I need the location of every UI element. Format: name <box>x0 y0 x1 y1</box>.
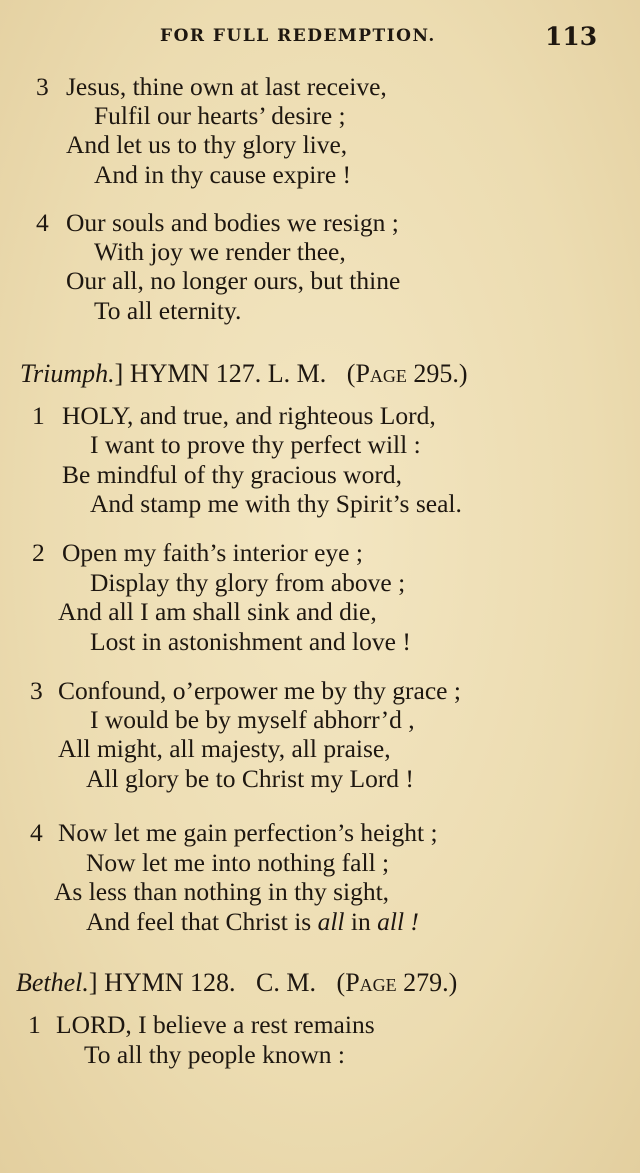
verse-line-text: in <box>344 907 378 936</box>
verse-line: And let us to thy glory live, <box>66 130 348 159</box>
verse-line: To all thy people known : <box>84 1040 345 1069</box>
page-ref-number: 295.) <box>413 359 468 388</box>
page-ref-number: 279.) <box>403 968 458 997</box>
bracket: ] <box>114 359 124 388</box>
hymn-heading <box>16 967 457 999</box>
stanza-number: 4 <box>36 208 49 237</box>
verse-line: Lost in astonishment and love ! <box>90 627 411 656</box>
verse-line: I would be by myself abhorr’d , <box>90 705 415 734</box>
hymn-title: HYMN 128. <box>104 968 236 997</box>
hymn-title: HYMN 127. <box>129 359 262 388</box>
verse-line: And stamp me with thy Spirit’s seal. <box>90 489 462 518</box>
verse-line: And in thy cause expire ! <box>94 160 352 189</box>
page-ref-word: Page <box>355 359 407 388</box>
stanza-number: 3 <box>30 676 43 705</box>
page-ref-open: ( <box>336 968 346 997</box>
stanza-number: 3 <box>36 72 49 101</box>
verse-line-text: And feel that Christ is <box>86 907 318 936</box>
verse-line: Now let me gain perfection’s height ; <box>58 818 438 847</box>
verse-line: Fulfil our hearts’ desire ; <box>94 101 346 130</box>
stanza-number: 2 <box>32 538 45 567</box>
verse-line: Our souls and bodies we resign ; <box>66 208 399 237</box>
verse-line: Display thy glory from above ; <box>90 568 406 597</box>
verse-line: Confound, o’erpower me by thy grace ; <box>58 676 461 705</box>
tune-name: Triumph. <box>20 359 115 388</box>
tune-name: Bethel. <box>16 968 89 997</box>
verse-line: Be mindful of thy gracious word, <box>62 460 402 489</box>
page-header <box>0 22 640 52</box>
hymn-meter: L. M. <box>267 359 327 388</box>
verse-line: Now let me into nothing fall ; <box>86 848 390 877</box>
verse-line: HOLY, and true, and righteous Lord, <box>62 401 436 430</box>
verse-line: With joy we render thee, <box>94 237 346 266</box>
verse-line: Jesus, thine own at last receive, <box>66 72 387 101</box>
verse-line: To all eternity. <box>94 296 242 325</box>
verse-line: LORD, I believe a rest remains <box>56 1010 375 1039</box>
hymn-heading <box>20 358 468 390</box>
verse-line: All might, all majesty, all praise, <box>58 734 391 763</box>
verse-line: As less than nothing in thy sight, <box>54 877 390 906</box>
verse-line: Our all, no longer ours, but thine <box>66 266 401 295</box>
stanza-number: 1 <box>32 401 45 430</box>
verse-line: I want to prove thy perfect will : <box>90 430 421 459</box>
page-number: 113 <box>545 22 598 51</box>
page-ref-open: ( <box>346 359 356 388</box>
verse-line: Open my faith’s interior eye ; <box>62 538 363 567</box>
verse-line <box>86 907 419 937</box>
verse-line: And all I am shall sink and die, <box>58 597 377 626</box>
page-ref-word: Page <box>345 968 397 997</box>
stanza-number: 4 <box>30 818 43 847</box>
emphasis-all: all <box>317 907 345 936</box>
running-head: FOR FULL REDEMPTION. <box>160 26 436 46</box>
hymn-meter: C. M. <box>256 968 317 997</box>
stanza-number: 1 <box>28 1010 41 1039</box>
verse-line: All glory be to Christ my Lord ! <box>86 764 414 793</box>
emphasis-all: all ! <box>377 907 419 936</box>
bracket: ] <box>88 968 98 997</box>
